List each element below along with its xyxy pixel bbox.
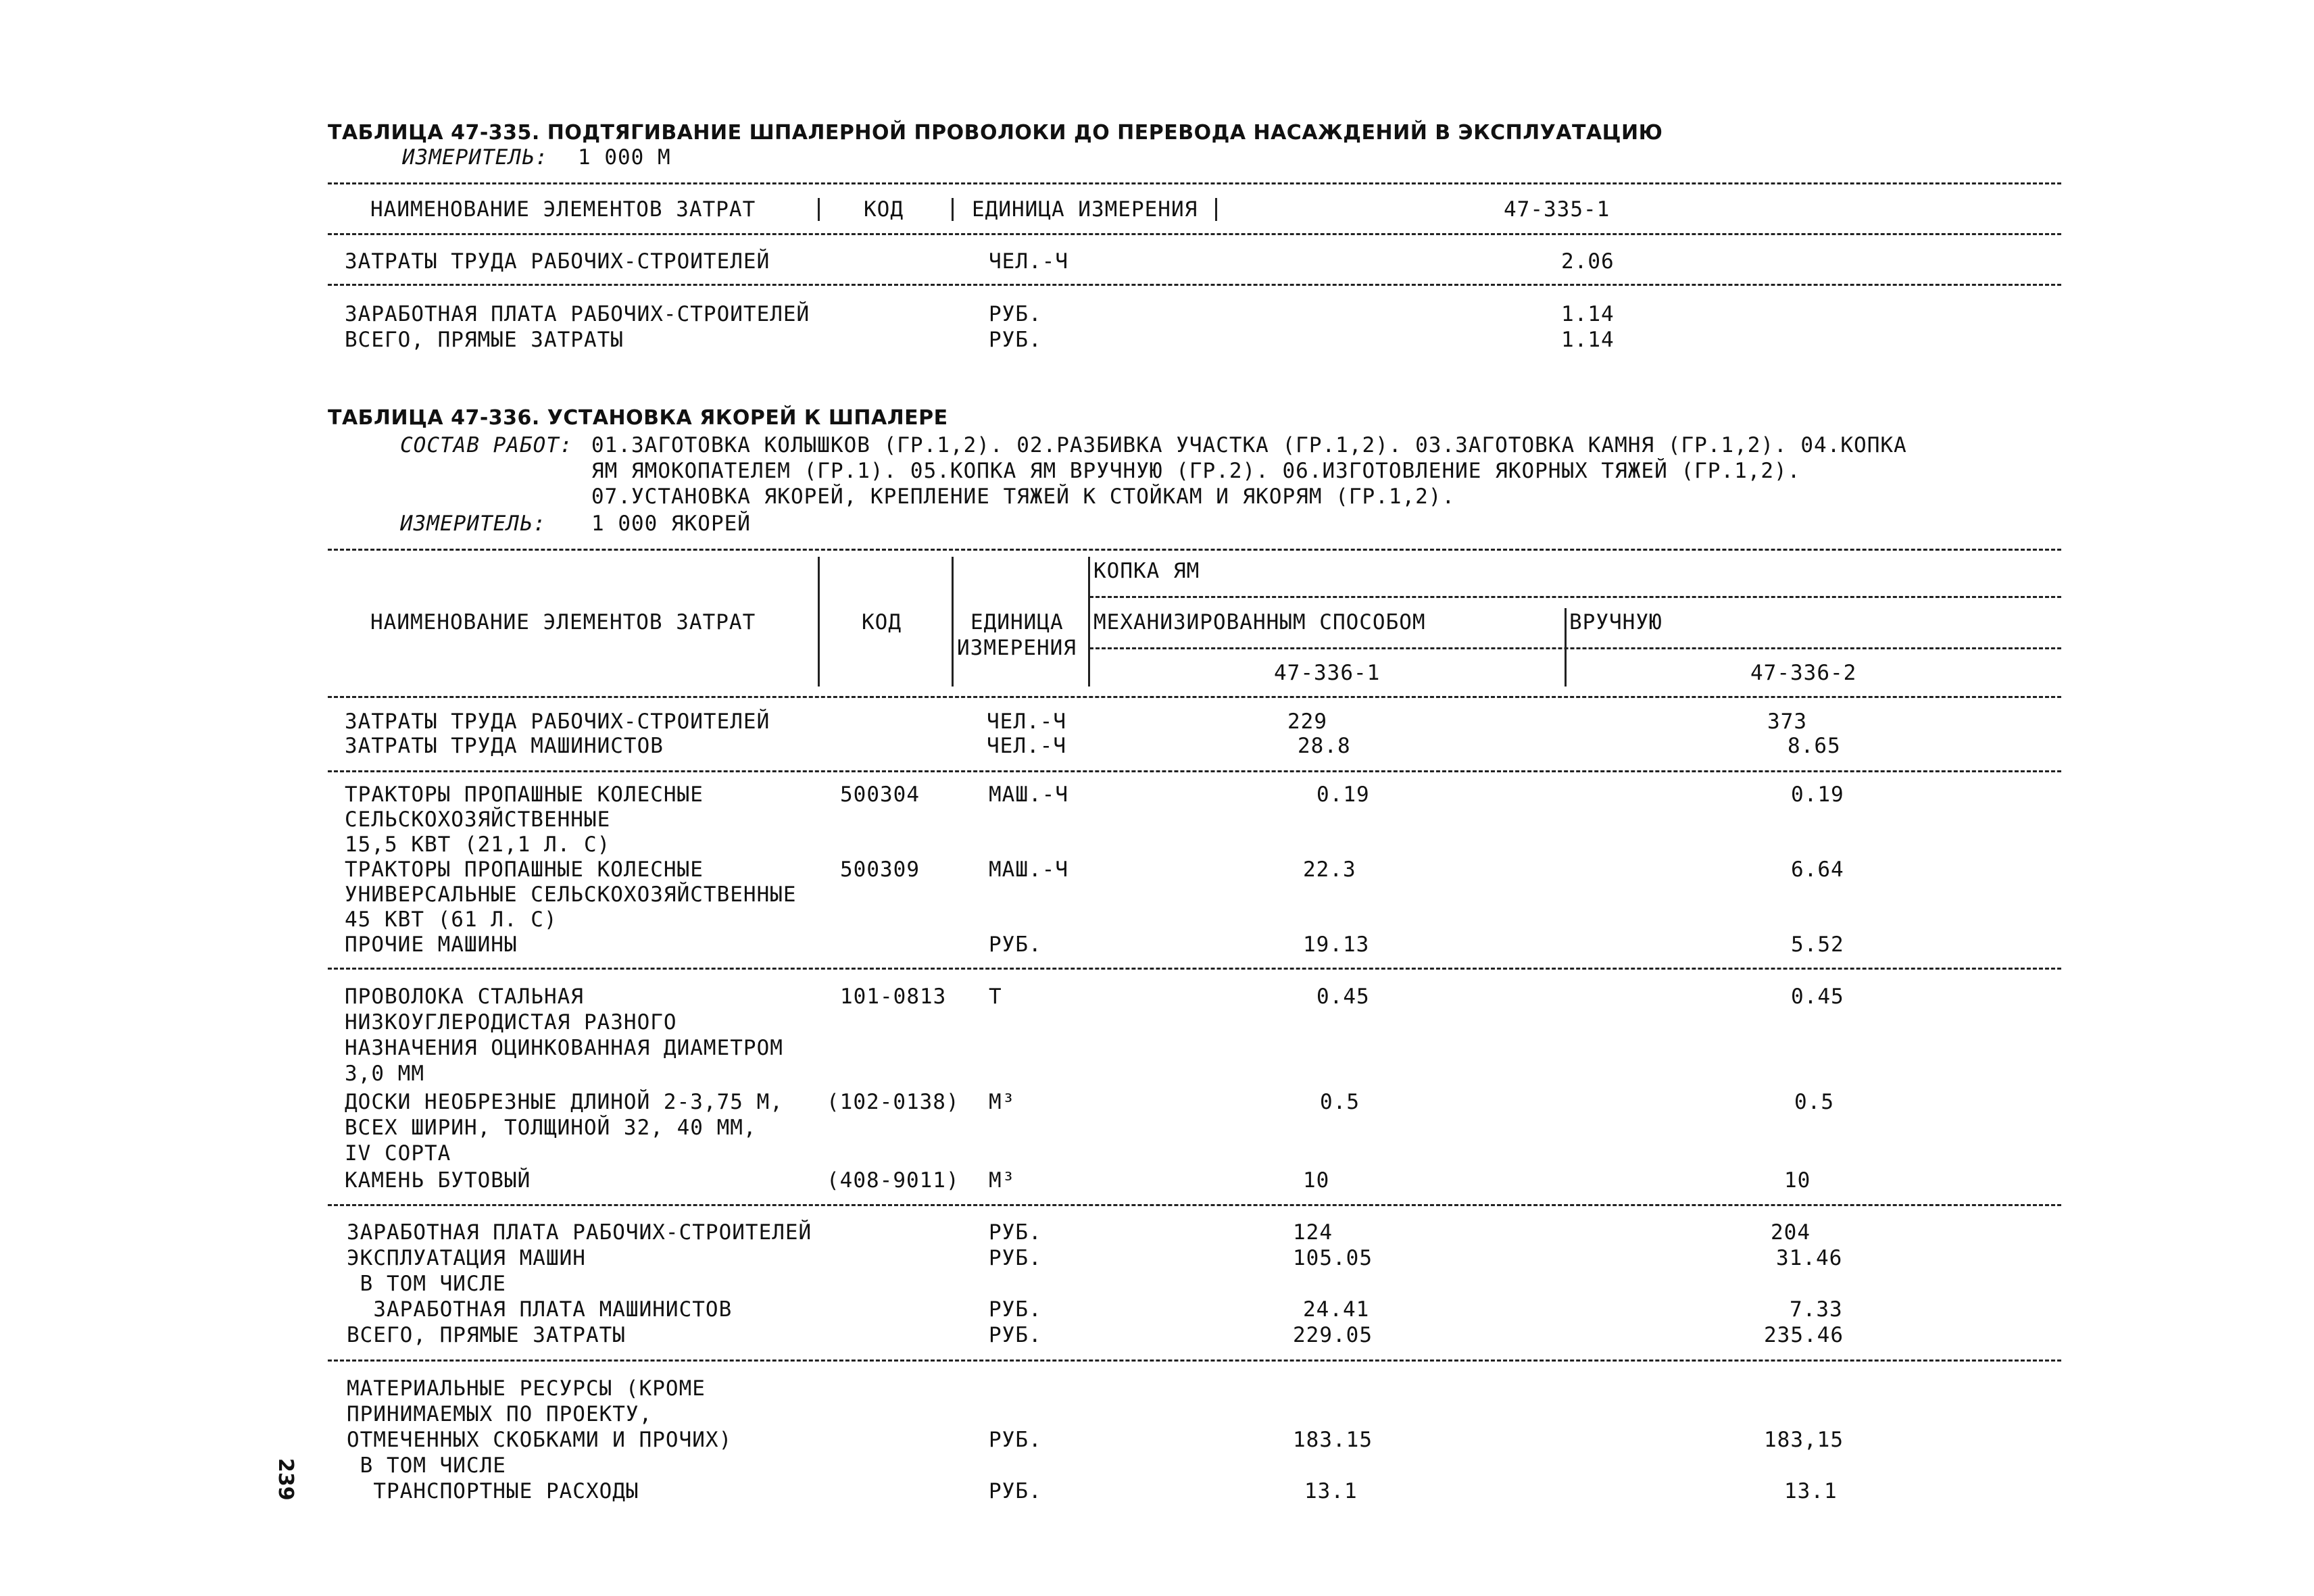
table-336-section-rule [328, 1360, 2061, 1362]
table-336-row-name: КАМЕНЬ БУТОВЫЙ [345, 1168, 531, 1193]
table-336-row-code: 101-0813 [840, 984, 947, 1009]
table-336-header-col-2: 47-336-2 [1750, 661, 1857, 685]
table-336-row-v2: 373 [1767, 709, 1807, 734]
table-336-meter-label: ИЗМЕРИТЕЛЬ: [400, 512, 547, 536]
table-336-row-v1: 10 [1303, 1168, 1330, 1193]
table-335-top-rule [328, 182, 2061, 184]
table-336-row-name: ЗАТРАТЫ ТРУДА РАБОЧИХ-СТРОИТЕЛЕЙ [345, 709, 770, 734]
table-336-row-name: УНИВЕРСАЛЬНЫЕ СЕЛЬСКОХОЗЯЙСТВЕННЫЕ [345, 882, 797, 907]
table-336-header-divider [1088, 557, 1090, 687]
table-336-row-v1: 229.05 [1293, 1323, 1373, 1347]
table-336-row-name: ТРАНСПОРТНЫЕ РАСХОДЫ [347, 1479, 639, 1503]
table-336-row-name: В ТОМ ЧИСЛЕ [347, 1272, 506, 1296]
table-335-header-code: КОД [864, 197, 904, 222]
table-336-row-v1: 0.5 [1320, 1090, 1360, 1114]
table-336-row-name: СЕЛЬСКОХОЗЯЙСТВЕННЫЕ [345, 807, 611, 832]
table-336-row-name: ВСЕХ ШИРИН, ТОЛЩИНОЙ 32, 40 ММ, [345, 1116, 757, 1140]
table-336-row-unit: МАШ.-Ч [989, 857, 1068, 882]
table-336-row-name: ОТМЕЧЕННЫХ СКОБКАМИ И ПРОЧИХ) [347, 1428, 733, 1452]
table-336-header-sub-mech: МЕХАНИЗИРОВАННЫМ СПОСОБОМ [1093, 610, 1426, 634]
table-336-row-name: В ТОМ ЧИСЛЕ [347, 1453, 506, 1478]
table-336-row-name: ЗАРАБОТНАЯ ПЛАТА РАБОЧИХ-СТРОИТЕЛЕЙ [347, 1220, 812, 1245]
table-336-section-rule [328, 1204, 2061, 1206]
table-336-row-v1: 19.13 [1303, 932, 1370, 957]
table-336-header-divider [952, 557, 954, 687]
page-number: 239 [274, 1458, 297, 1501]
table-335-row-value: 1.14 [1561, 328, 1615, 352]
table-336-row-unit: РУБ. [989, 932, 1042, 957]
table-335-row-unit: ЧЕЛ.-Ч [989, 249, 1068, 274]
table-335-row-name: ЗАТРАТЫ ТРУДА РАБОЧИХ-СТРОИТЕЛЕЙ [345, 249, 770, 274]
table-336-row-name: IV СОРТА [345, 1141, 451, 1166]
table-336-header-col-1: 47-336-1 [1274, 661, 1381, 685]
table-336-row-v2: 235.46 [1764, 1323, 1844, 1347]
table-336-row-code: (102-0138) [827, 1090, 960, 1114]
table-335-meter-label: ИЗМЕРИТЕЛЬ: [402, 145, 549, 170]
table-336-row-v1: 24.41 [1303, 1297, 1370, 1322]
table-336-row-unit: РУБ. [989, 1246, 1042, 1270]
table-335-row-unit: РУБ. [989, 328, 1042, 352]
table-335-header-divider [818, 198, 820, 221]
table-336-row-unit: РУБ. [989, 1297, 1042, 1322]
table-336-row-v2: 5.52 [1791, 932, 1844, 957]
table-336-row-name: ПРОВОЛОКА СТАЛЬНАЯ [345, 984, 584, 1009]
table-335-row-name: ЗАРАБОТНАЯ ПЛАТА РАБОЧИХ-СТРОИТЕЛЕЙ [345, 302, 810, 326]
table-336-row-code: 500304 [840, 782, 920, 807]
table-335-header-divider [1215, 198, 1217, 221]
table-336-row-name: НИЗКОУГЛЕРОДИСТАЯ РАЗНОГО [345, 1010, 677, 1034]
table-336-row-v1: 22.3 [1303, 857, 1356, 882]
table-336-row-v1: 28.8 [1298, 734, 1351, 758]
table-336-row-code: (408-9011) [827, 1168, 960, 1193]
table-335-title: ТАБЛИЦА 47-335. ПОДТЯГИВАНИЕ ШПАЛЕРНОЙ ПРОВОЛОКИ ДО ПЕРЕВОДА НАСАЖДЕНИЙ В ЭКСПЛУАТАЦИЮ [328, 121, 1663, 145]
table-336-header-rule [328, 696, 2061, 698]
table-336-row-v2: 0.19 [1791, 782, 1844, 807]
table-336-header-code: КОД [862, 610, 902, 634]
table-336-row-v1: 0.19 [1316, 782, 1370, 807]
table-336-row-v2: 0.5 [1794, 1090, 1834, 1114]
table-336-row-unit: М³ [989, 1090, 1016, 1114]
table-335-header-divider [952, 198, 954, 221]
table-336-row-name: 45 КВТ (61 Л. С) [345, 907, 558, 932]
table-336-works-line: ЯМ ЯМОКОПАТЕЛЕМ (ГР.1). 05.КОПКА ЯМ ВРУЧНУЮ (ГР.2). 06.ИЗГОТОВЛЕНИЕ ЯКОРНЫХ ТЯЖЕЙ (ГР.1,2). [591, 459, 1801, 483]
table-336-row-code: 500309 [840, 857, 920, 882]
table-336-row-v2: 31.46 [1776, 1246, 1843, 1270]
table-336-header-unit: ЕДИНИЦА [970, 610, 1064, 634]
table-336-row-name: ВСЕГО, ПРЯМЫЕ ЗАТРАТЫ [347, 1323, 626, 1347]
table-335-row-value: 1.14 [1561, 302, 1615, 326]
table-336-row-name: 15,5 КВТ (21,1 Л. С) [345, 832, 611, 857]
table-336-row-name: МАТЕРИАЛЬНЫЕ РЕСУРСЫ (КРОМЕ [347, 1376, 706, 1401]
table-336-header-divider [818, 557, 820, 687]
table-335-header-unit: ЕДИНИЦА ИЗМЕРЕНИЯ [972, 197, 1198, 222]
table-336-row-unit: ЧЕЛ.-Ч [987, 709, 1066, 734]
table-336-row-unit: РУБ. [989, 1479, 1042, 1503]
table-336-row-v1: 183.15 [1293, 1428, 1373, 1452]
table-336-section-rule [328, 770, 2061, 772]
table-335-header-name: НАИМЕНОВАНИЕ ЭЛЕМЕНТОВ ЗАТРАТ [370, 197, 756, 222]
table-336-row-v2: 13.1 [1784, 1479, 1838, 1503]
table-336-header-sub-manual: ВРУЧНУЮ [1569, 610, 1663, 634]
table-336-row-unit: ЧЕЛ.-Ч [987, 734, 1066, 758]
table-336-row-unit: РУБ. [989, 1428, 1042, 1452]
table-335-row-unit: РУБ. [989, 302, 1042, 326]
table-336-row-v1: 13.1 [1304, 1479, 1358, 1503]
table-336-row-v1: 229 [1287, 709, 1327, 734]
table-336-header-group: КОПКА ЯМ [1093, 559, 1200, 583]
table-336-title: ТАБЛИЦА 47-336. УСТАНОВКА ЯКОРЕЙ К ШПАЛЕРЕ [328, 406, 948, 430]
table-336-row-unit: РУБ. [989, 1220, 1042, 1245]
table-336-row-name: 3,0 ММ [345, 1062, 424, 1086]
table-336-row-v1: 0.45 [1316, 984, 1370, 1009]
table-335-header-col: 47-335-1 [1504, 197, 1610, 222]
table-336-row-name: ПРИНИМАЕМЫХ ПО ПРОЕКТУ, [347, 1402, 653, 1426]
table-336-top-rule [328, 549, 2061, 551]
table-336-row-v1: 124 [1293, 1220, 1333, 1245]
table-336-row-unit: МАШ.-Ч [989, 782, 1068, 807]
table-336-group-rule [1089, 596, 2061, 598]
table-336-meter-value: 1 000 ЯКОРЕЙ [591, 512, 751, 536]
table-336-row-name: ДОСКИ НЕОБРЕЗНЫЕ ДЛИНОЙ 2-3,75 М, [345, 1090, 783, 1114]
table-336-row-unit: М³ [989, 1168, 1016, 1193]
table-336-row-unit: Т [989, 984, 1002, 1009]
table-336-row-name: ТРАКТОРЫ ПРОПАШНЫЕ КОЛЕСНЫЕ [345, 782, 704, 807]
table-336-section-rule [328, 968, 2061, 970]
table-336-row-v2: 8.65 [1788, 734, 1841, 758]
table-336-row-v2: 6.64 [1791, 857, 1844, 882]
table-336-row-v2: 10 [1784, 1168, 1811, 1193]
table-336-header-unit: ИЗМЕРЕНИЯ [957, 636, 1077, 660]
table-336-works-line: 01.ЗАГОТОВКА КОЛЫШКОВ (ГР.1,2). 02.РАЗБИВКА УЧАСТКА (ГР.1,2). 03.ЗАГОТОВКА КАМНЯ (ГР.1,2). 04.КОПКА [591, 433, 1907, 457]
table-336-row-name: ЗАРАБОТНАЯ ПЛАТА МАШИНИСТОВ [347, 1297, 733, 1322]
table-335-row-name: ВСЕГО, ПРЯМЫЕ ЗАТРАТЫ [345, 328, 624, 352]
table-336-row-v1: 105.05 [1293, 1246, 1373, 1270]
table-336-row-name: ЭКСПЛУАТАЦИЯ МАШИН [347, 1246, 586, 1270]
table-336-row-name: ТРАКТОРЫ ПРОПАШНЫЕ КОЛЕСНЫЕ [345, 857, 704, 882]
table-336-row-v2: 204 [1771, 1220, 1811, 1245]
table-335-header-rule [328, 233, 2061, 235]
table-335-row-value: 2.06 [1561, 249, 1615, 274]
table-336-row-name: НАЗНАЧЕНИЯ ОЦИНКОВАННАЯ ДИАМЕТРОМ [345, 1036, 783, 1060]
table-336-row-v2: 183,15 [1764, 1428, 1844, 1452]
table-336-row-name: ПРОЧИЕ МАШИНЫ [345, 932, 518, 957]
table-336-works-line: 07.УСТАНОВКА ЯКОРЕЙ, КРЕПЛЕНИЕ ТЯЖЕЙ К СТОЙКАМ И ЯКОРЯМ (ГР.1,2). [591, 484, 1456, 509]
table-336-row-v2: 7.33 [1790, 1297, 1843, 1322]
table-336-sub-rule [1089, 647, 2061, 649]
table-336-row-unit: РУБ. [989, 1323, 1042, 1347]
table-335-section-rule [328, 284, 2061, 286]
table-336-row-name: ЗАТРАТЫ ТРУДА МАШИНИСТОВ [345, 734, 664, 758]
table-335-meter-value: 1 000 М [578, 145, 671, 170]
table-336-works-label: СОСТАВ РАБОТ: [400, 433, 573, 457]
table-336-header-name: НАИМЕНОВАНИЕ ЭЛЕМЕНТОВ ЗАТРАТ [370, 610, 756, 634]
table-336-row-v2: 0.45 [1791, 984, 1844, 1009]
